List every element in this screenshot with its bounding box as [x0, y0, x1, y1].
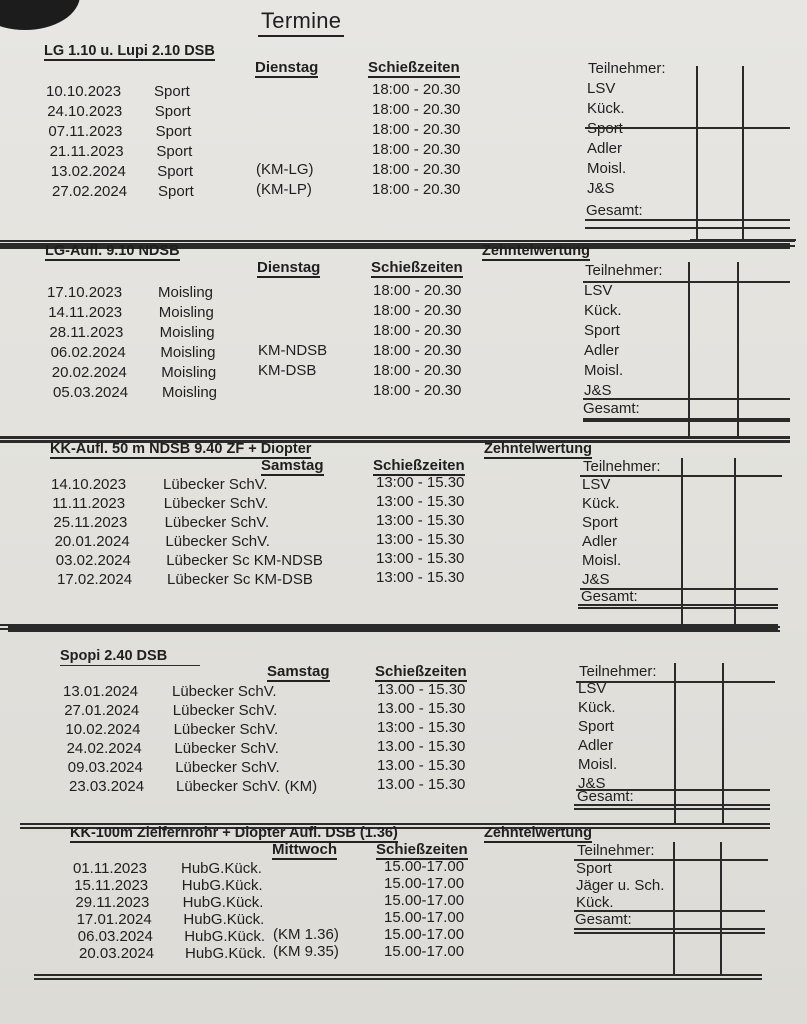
- row-date: 06.03.2024: [77, 928, 153, 945]
- participant-name: LSV: [587, 80, 616, 97]
- participant-name: Sport: [587, 120, 623, 137]
- participant-name: Sport: [584, 322, 620, 339]
- row-note: KM-NDSB: [258, 342, 328, 359]
- total-bottom-line: [585, 227, 790, 229]
- row-date: 06.02.2024: [50, 344, 126, 361]
- column-divider: [681, 458, 683, 624]
- total-top-line: [574, 910, 765, 912]
- row-note: (KM 1.36): [273, 926, 339, 943]
- total-top-line: [585, 219, 790, 221]
- row-time: 13:00 - 15.30: [376, 474, 465, 491]
- section-separator-line: [8, 630, 780, 632]
- row-place: Lübecker SchV.: [173, 721, 279, 738]
- section-header: KK-Aufl. 50 m NDSB 9.40 ZF + Diopter: [50, 441, 312, 457]
- row-date: 27.01.2024: [64, 702, 140, 719]
- dark-corner-shadow: [0, 0, 80, 30]
- row-place: HubG.Kück.: [181, 860, 262, 877]
- times-column-heading: Schießzeiten: [376, 841, 468, 858]
- row-time: 13:00 - 15.30: [376, 569, 465, 586]
- row-place: Lübecker SchV.: [172, 683, 277, 700]
- row-date: 07.11.2023: [48, 123, 123, 140]
- participant-name: Adler: [578, 737, 614, 754]
- row-place: Lübecker SchV.: [174, 740, 279, 757]
- zehntelwertung-label: Zehntelwertung: [484, 441, 592, 457]
- total-bottom-line: [574, 804, 770, 806]
- section-header: Spopi 2.40 DSB: [60, 648, 168, 664]
- participants-heading: Teilnehmer:: [577, 842, 655, 859]
- total-label: Gesamt:: [586, 202, 643, 219]
- section-separator-line: [0, 240, 795, 242]
- row-place: Moisling: [160, 344, 216, 361]
- row-date: 11.11.2023: [52, 495, 126, 512]
- row-date: 14.10.2023: [51, 476, 127, 493]
- row-date: 23.03.2024: [69, 778, 145, 795]
- row-place: Lübecker Sc KM-DSB: [167, 571, 313, 588]
- row-date: 25.11.2023: [53, 514, 128, 531]
- row-time: 18:00 - 20.30: [373, 382, 462, 399]
- column-divider: [742, 66, 744, 241]
- row-place: Sport: [154, 103, 191, 120]
- row-date: 28.11.2023: [49, 324, 124, 341]
- column-divider: [737, 262, 739, 436]
- day-column-heading: Samstag: [267, 663, 330, 680]
- row-time: 13:00 - 15.30: [376, 493, 465, 510]
- section-header: LG-Aufl. 9.10 NDSB: [45, 243, 180, 259]
- row-time: 13:00 - 15.30: [376, 512, 465, 529]
- participant-name: Kück.: [587, 100, 625, 117]
- row-time: 18:00 - 20.30: [372, 101, 461, 118]
- row-time: 13:00 - 15.30: [376, 550, 465, 567]
- row-date: 09.03.2024: [67, 759, 143, 776]
- header-underline: [60, 665, 200, 666]
- section-separator-line: [8, 626, 780, 628]
- row-time: 18:00 - 20.30: [373, 342, 462, 359]
- zehntelwertung-label: Zehntelwertung: [482, 243, 590, 259]
- times-column-heading: Schießzeiten: [375, 663, 467, 680]
- row-date: 21.11.2023: [49, 143, 124, 160]
- section-bottom-line: [34, 974, 762, 976]
- participant-name: Kück.: [576, 894, 614, 911]
- row-time: 15.00-17.00: [384, 943, 465, 960]
- participant-name: Moisl.: [587, 160, 627, 177]
- participant-name: Moisl.: [578, 756, 618, 773]
- section-bottom-line: [574, 808, 770, 810]
- row-time: 13.00 - 15.30: [377, 738, 466, 755]
- row-time: 13:00 - 15.30: [376, 531, 465, 548]
- participant-name: Adler: [587, 140, 623, 157]
- section-header: LG 1.10 u. Lupi 2.10 DSB: [44, 43, 215, 59]
- times-column-heading: Schießzeiten: [371, 259, 463, 276]
- row-date: 20.01.2024: [54, 533, 130, 550]
- row-time: 18:00 - 20.30: [372, 181, 461, 198]
- day-column-heading: Dienstag: [255, 59, 319, 76]
- row-time: 15.00-17.00: [384, 858, 465, 875]
- row-note: KM-DSB: [258, 362, 317, 379]
- row-place: Lübecker SchV.: [164, 514, 270, 531]
- section-bottom-line: [583, 420, 790, 422]
- column-divider: [720, 842, 722, 976]
- row-place: HubG.Kück.: [182, 894, 264, 911]
- participants-header-line: [574, 859, 768, 861]
- row-date: 24.10.2023: [47, 103, 123, 120]
- row-place: Lübecker Sc KM-NDSB: [166, 552, 323, 569]
- row-place: Moisling: [158, 284, 214, 301]
- row-place: Lübecker SchV.: [165, 533, 270, 550]
- participant-name: J&S: [587, 180, 615, 197]
- participant-name: LSV: [584, 282, 613, 299]
- participant-name: Sport: [578, 718, 614, 735]
- participant-name: Kück.: [584, 302, 622, 319]
- row-time: 13.00 - 15.30: [377, 757, 466, 774]
- total-label: Gesamt:: [575, 911, 632, 928]
- row-time: 13.00 - 15.30: [377, 700, 466, 717]
- row-place: Sport: [157, 163, 194, 180]
- row-date: 05.03.2024: [53, 384, 129, 401]
- participant-name: Moisl.: [584, 362, 624, 379]
- row-time: 13:00 - 15.30: [377, 719, 466, 736]
- row-time: 13.00 - 15.30: [377, 776, 466, 793]
- row-place: HubG.Kück.: [181, 877, 263, 894]
- column-divider: [674, 663, 676, 824]
- row-time: 15.00-17.00: [384, 909, 465, 926]
- participant-name: LSV: [582, 476, 611, 493]
- participants-heading: Teilnehmer:: [585, 262, 663, 279]
- row-place: Sport: [158, 183, 194, 200]
- section-bottom-line: [574, 932, 765, 934]
- participant-name: Sport: [582, 514, 618, 531]
- times-column-heading: Schießzeiten: [373, 457, 465, 474]
- row-date: 17.01.2024: [76, 911, 152, 928]
- row-note: (KM 9.35): [273, 943, 339, 960]
- participant-name: Sport: [576, 860, 612, 877]
- row-note: (KM-LG): [256, 161, 314, 178]
- row-place: Lübecker SchV.: [163, 495, 269, 512]
- row-date: 13.01.2024: [63, 683, 139, 700]
- participant-name: J&S: [584, 382, 612, 399]
- row-time: 13.00 - 15.30: [377, 681, 466, 698]
- day-column-heading: Samstag: [261, 457, 324, 474]
- participant-name: Adler: [584, 342, 620, 359]
- participant-name: J&S: [582, 571, 610, 588]
- row-place: HubG.Kück.: [183, 911, 265, 928]
- row-time: 18:00 - 20.30: [373, 322, 462, 339]
- participant-name: Moisl.: [582, 552, 622, 569]
- total-label: Gesamt:: [577, 788, 634, 805]
- participants-heading: Teilnehmer:: [588, 60, 666, 77]
- row-place: Moisling: [162, 384, 218, 401]
- row-date: 10.02.2024: [65, 721, 141, 738]
- participants-heading: Teilnehmer:: [583, 458, 661, 475]
- day-column-heading: Dienstag: [257, 259, 321, 276]
- column-divider: [722, 663, 724, 824]
- participant-name: Kück.: [582, 495, 620, 512]
- row-date: 17.02.2024: [57, 571, 133, 588]
- row-note: (KM-LP): [256, 181, 312, 198]
- row-place: Lübecker SchV.: [172, 702, 278, 719]
- row-time: 15.00-17.00: [384, 875, 465, 892]
- participants-header-line: [583, 281, 790, 283]
- participant-name: Jäger u. Sch.: [576, 877, 665, 894]
- section-header: KK-100m Zielfernrohr + Diopter Aufl. DSB (1.36): [70, 825, 398, 841]
- total-top-line: [583, 398, 790, 400]
- row-time: 18:00 - 20.30: [373, 362, 462, 379]
- row-place: Lübecker SchV. (KM): [176, 778, 318, 795]
- total-label: Gesamt:: [583, 400, 640, 417]
- row-time: 18:00 - 20.30: [372, 141, 461, 158]
- total-bottom-line: [578, 604, 778, 606]
- day-column-heading: Mittwoch: [272, 841, 337, 858]
- row-date: 15.11.2023: [74, 877, 149, 894]
- total-top-line: [576, 789, 770, 791]
- zehntelwertung-label: Zehntelwertung: [484, 825, 592, 841]
- participant-name: Adler: [582, 533, 618, 550]
- row-date: 13.02.2024: [50, 163, 126, 180]
- section-bottom-line: [34, 978, 762, 980]
- row-date: 24.02.2024: [66, 740, 142, 757]
- row-place: Sport: [156, 143, 193, 160]
- row-date: 01.11.2023: [73, 860, 147, 877]
- total-top-line: [580, 588, 778, 590]
- row-time: 18:00 - 20.30: [373, 282, 462, 299]
- row-date: 17.10.2023: [47, 284, 123, 301]
- row-time: 15.00-17.00: [384, 892, 465, 909]
- column-divider: [734, 458, 736, 624]
- row-date: 27.02.2024: [52, 183, 128, 200]
- row-time: 18:00 - 20.30: [372, 81, 461, 98]
- row-time: 15.00-17.00: [384, 926, 465, 943]
- section-separator-line: [0, 437, 790, 439]
- row-date: 29.11.2023: [75, 894, 150, 911]
- participants-heading: Teilnehmer:: [579, 663, 657, 680]
- page-title: Termine: [258, 8, 344, 37]
- row-date: 10.10.2023: [46, 83, 122, 100]
- row-place: Lübecker SchV.: [163, 476, 268, 493]
- row-date: 20.02.2024: [51, 364, 127, 381]
- row-date: 14.11.2023: [48, 304, 123, 321]
- row-place: Moisling: [159, 324, 215, 341]
- participant-name: J&S: [578, 775, 606, 792]
- participant-name: Kück.: [578, 699, 616, 716]
- column-divider: [673, 842, 675, 976]
- total-label: Gesamt:: [581, 588, 638, 605]
- row-time: 18:00 - 20.30: [372, 161, 461, 178]
- participants-header-line: [585, 127, 790, 129]
- times-column-heading: Schießzeiten: [368, 59, 460, 76]
- row-time: 18:00 - 20.30: [373, 302, 462, 319]
- total-bottom-line: [574, 928, 765, 930]
- section-bottom-line: [578, 607, 778, 609]
- row-place: Sport: [155, 123, 192, 140]
- column-divider: [688, 262, 690, 436]
- row-place: Lübecker SchV.: [175, 759, 280, 776]
- row-place: Moisling: [161, 364, 217, 381]
- column-divider: [696, 66, 698, 241]
- row-date: 03.02.2024: [55, 552, 131, 569]
- row-date: 20.03.2024: [79, 945, 155, 962]
- participant-name: LSV: [578, 680, 607, 697]
- row-place: HubG.Kück.: [185, 945, 266, 962]
- row-place: Moisling: [158, 304, 214, 321]
- row-place: HubG.Kück.: [184, 928, 266, 945]
- row-time: 18:00 - 20.30: [372, 121, 461, 138]
- row-place: Sport: [154, 83, 190, 100]
